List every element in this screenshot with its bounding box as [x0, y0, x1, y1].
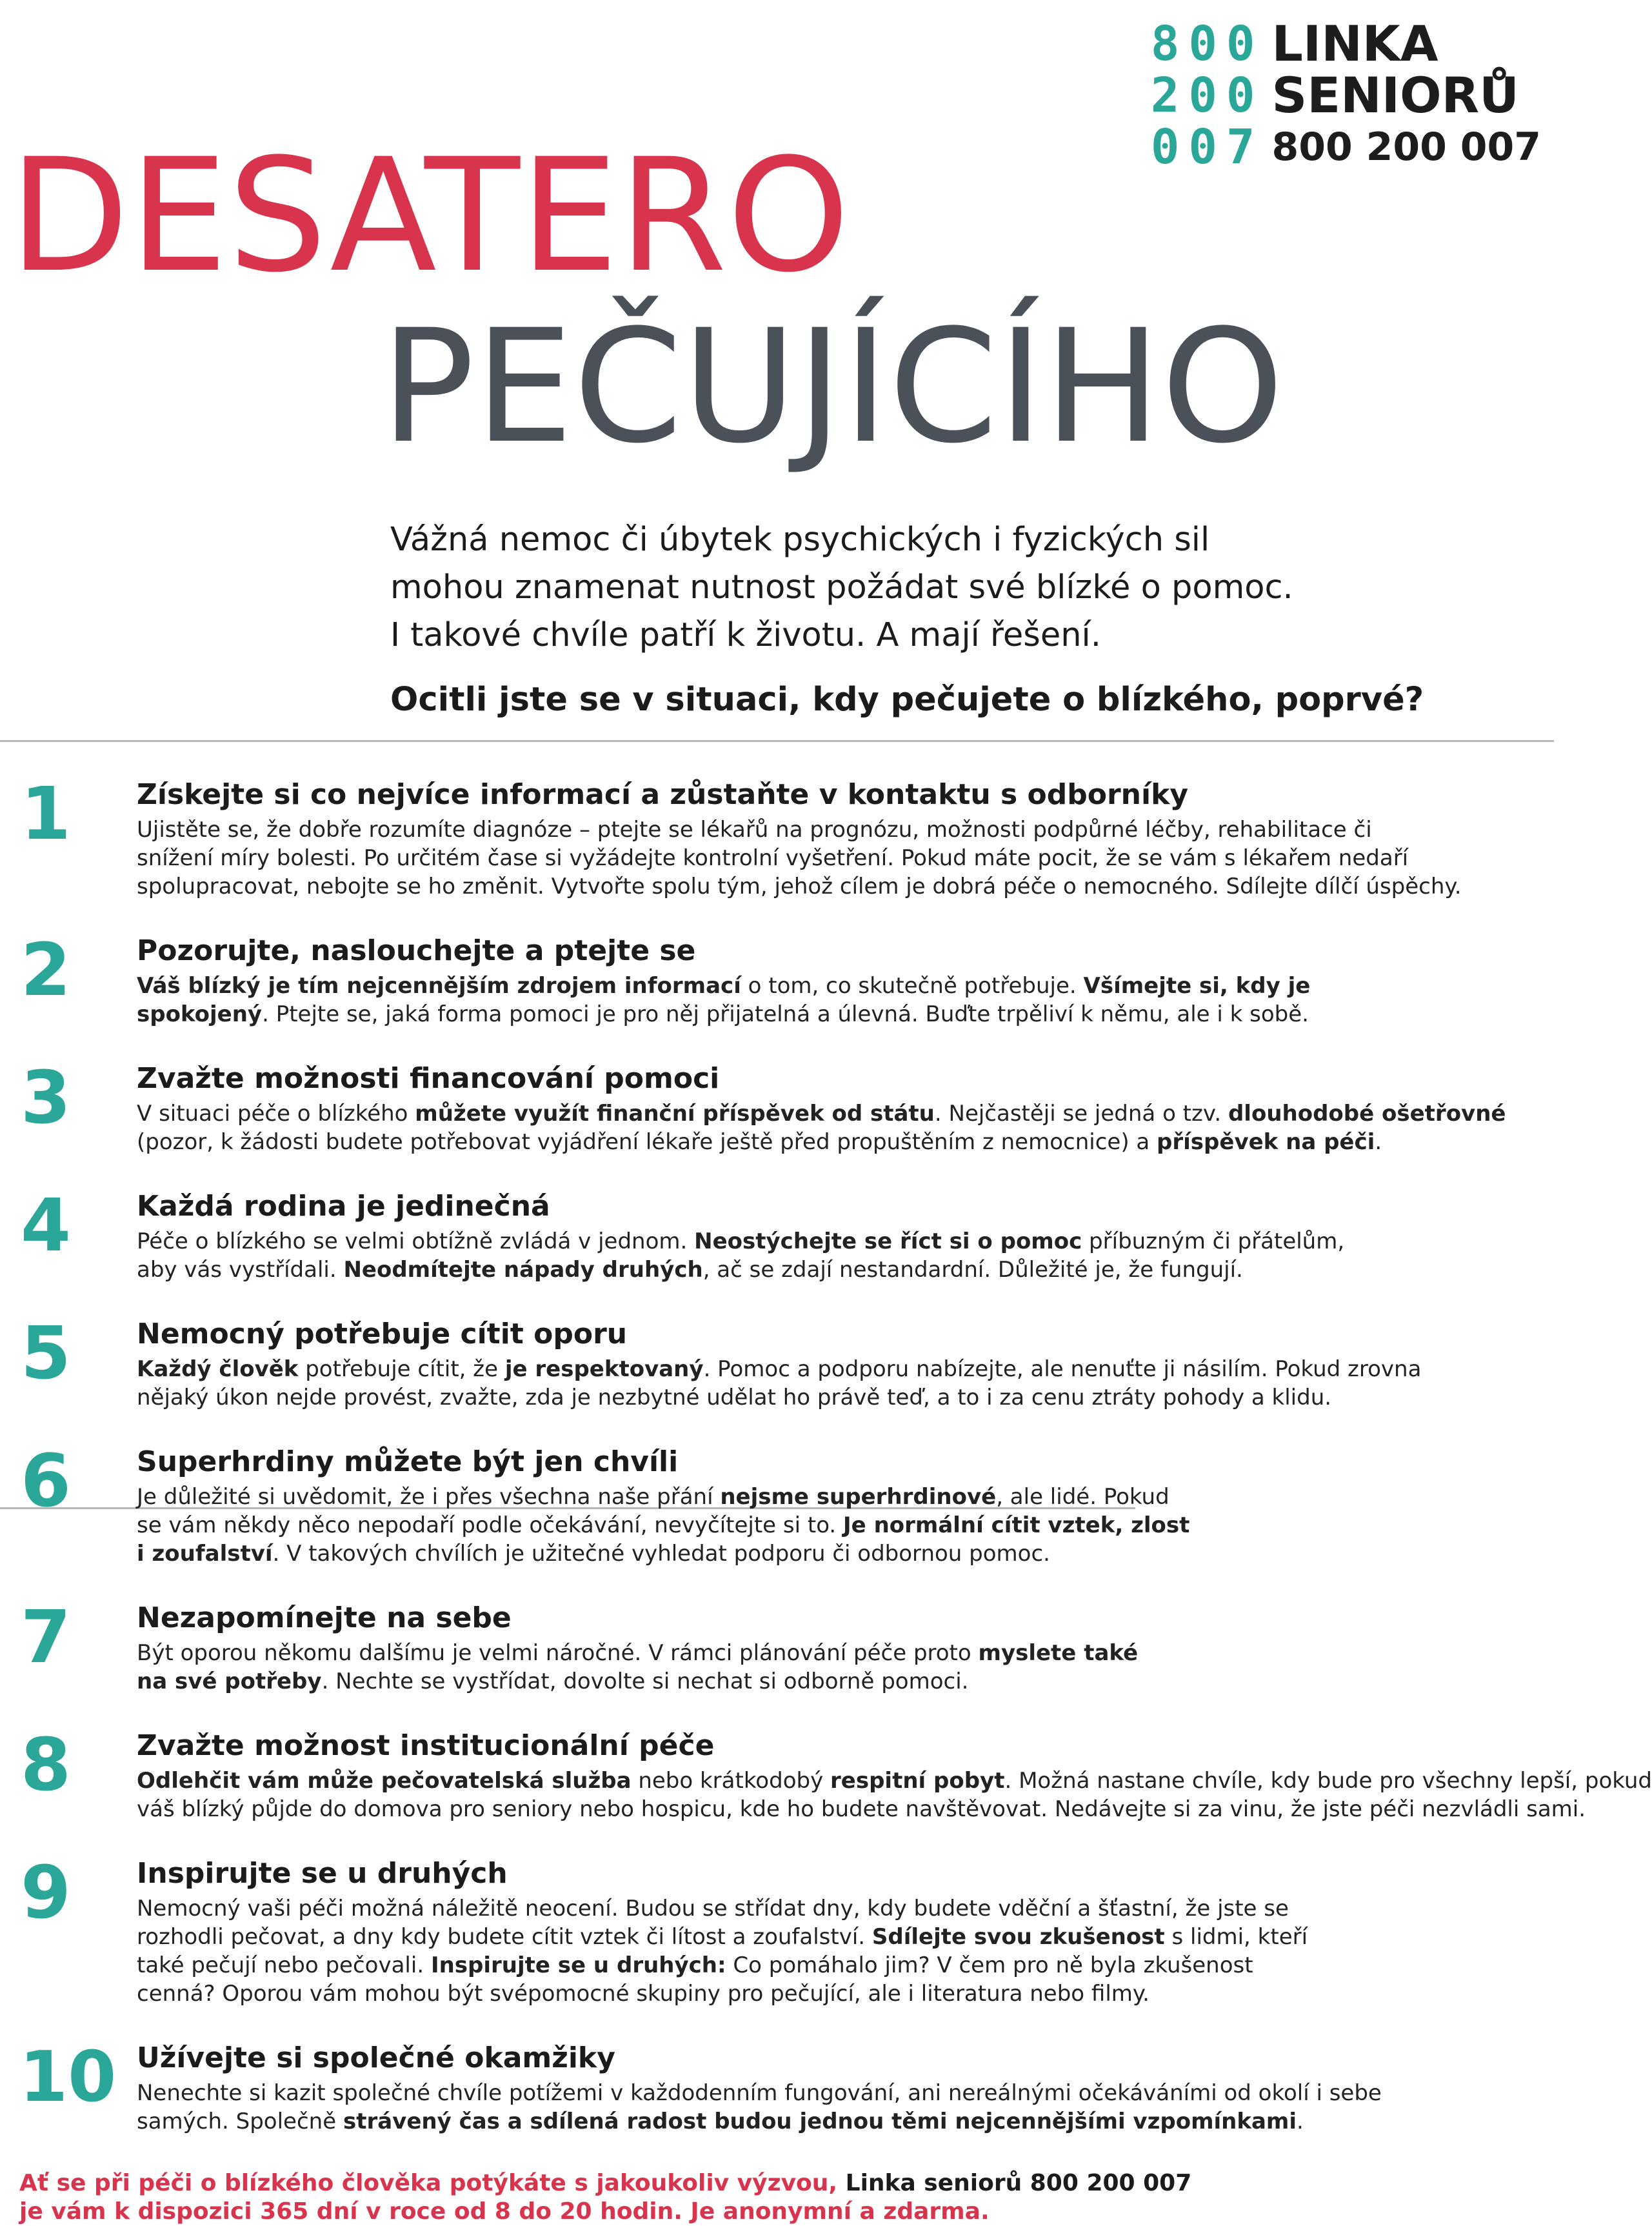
tip-text-bold: Sdílejte svou zkušenost [871, 1924, 1165, 1950]
tip-text-bold: nejsme superhrdinové [720, 1484, 997, 1510]
tip-heading: Každá rodina je jedinečná [137, 1190, 550, 1223]
tip-heading: Pozorujte, naslouchejte a ptejte se [137, 934, 696, 967]
tip-heading: Nezapomínejte na sebe [137, 1601, 512, 1634]
tip-text-bold: můžete využít finanční příspěvek od státu [415, 1101, 935, 1127]
intro-line: Vážná nemoc či úbytek psychických i fyzických sil [390, 521, 1210, 559]
tip-text-line [137, 1795, 1586, 1823]
tip-text-line [137, 1951, 1554, 1980]
tip-item [0, 1723, 1652, 1823]
tip-text-bold: i zoufalství [137, 1541, 273, 1567]
tip-heading: Zvažte možnost institucionální péče [137, 1729, 715, 1762]
tip-text-bold: strávený čas a sdílená radost budou jednou těmi nejcennějšími vzpomínkami [343, 2109, 1297, 2134]
tip-item [0, 1186, 1554, 1284]
tip-text: Ujistěte se, že dobře rozumíte diagnóze – ptejte se lékařů na prognózu, možnosti podpůrné léčby, rehabilitace či [137, 817, 1372, 843]
tip-number: 2 [21, 928, 71, 1012]
tip-text: nějaký úkon nejde provést, zvažte, zda je nezbytné udělat ho právě teď, a to i za cenu ztráty pohody a klidu. [137, 1385, 1332, 1410]
tip-text: . Nechte se vystřídat, dovolte si nechat si odborně pomoci. [321, 1669, 969, 1694]
tip-text-bold: Váš blízký je tím nejcennějším zdrojem informací [137, 973, 741, 999]
tip-item [0, 774, 1554, 901]
tip-heading: Nemocný potřebuje cítit oporu [137, 1318, 628, 1350]
tip-text-bold: Odlehčit vám může pečovatelská služba [137, 1768, 632, 1794]
tip-number: 6 [21, 1439, 71, 1523]
tip-text-line [137, 816, 1554, 844]
tip-text-bold: Neostýchejte se říct si o pomoc [694, 1228, 1082, 1254]
tip-text-line [137, 1128, 1554, 1156]
footer-highlight: Linka seniorů 800 200 007 [845, 2170, 1192, 2196]
tip-heading: Získejte si co nejvíce informací a zůstaňte v kontaktu s odborníky [137, 778, 1189, 811]
tip-text: potřebuje cítit, že [298, 1356, 505, 1382]
logo-phone: 800 200 007 [1271, 125, 1541, 170]
tip-number: 7 [21, 1596, 71, 1680]
tip-text: (pozor, k žádosti budete potřebovat vyjádření lékaře ještě před propuštěním z nemocnice) a [137, 1129, 1157, 1155]
tip-text: Co pomáhalo jim? V čem pro ně byla zkušenost [726, 1952, 1253, 1978]
tip-text: . Možná nastane chvíle, kdy bude pro všechny lepší, pokud [1004, 1768, 1652, 1794]
tip-text-bold: myslete také [978, 1640, 1139, 1666]
footer-line1 [19, 2169, 1191, 2198]
tip-text-bold: je respektovaný [504, 1356, 704, 1382]
tip-text: . V takových chvílích je užitečné vyhledat podporu či odbornou pomoc. [272, 1541, 1050, 1567]
tip-number: 3 [21, 1056, 71, 1140]
tip-text-line [137, 1639, 1554, 1667]
tip-text: . Nejčastěji se jedná o tzv. [934, 1101, 1228, 1127]
tip-text-bold: dlouhodobé ošetřovné [1228, 1101, 1506, 1127]
tip-number: 4 [21, 1184, 71, 1268]
tip-text-bold: respitní pobyt [830, 1768, 1005, 1794]
tips-list [0, 772, 1652, 2165]
tip-text: spolupracovat, nebojte se ho změnit. Vytvořte spolu tým, jehož cílem je dobrá péče o nemocného. Sdílejte dílčí úspěchy. [137, 874, 1462, 899]
intro-text [390, 516, 1487, 659]
tip-text-line [137, 2107, 1554, 2136]
tip-text-line [137, 1256, 1554, 1284]
tip-text-bold: příspěvek na péči [1157, 1129, 1375, 1155]
tip-text-line [137, 1383, 1554, 1412]
tip-text-bold: na své potřeby [137, 1669, 322, 1694]
tip-text-line [137, 1355, 1554, 1383]
tip-text-bold: Inspirujte se u druhých: [430, 1952, 726, 1978]
tip-text-line [137, 1539, 1554, 1568]
tip-item [0, 2038, 1554, 2136]
tip-text: nebo krátkodobý [631, 1768, 831, 1794]
logo-digits [1151, 18, 1264, 173]
title-line1: DESATERO [9, 125, 850, 307]
tip-text-line [137, 1980, 1554, 2008]
tip-text: , ač se zdají nestandardní. Důležité je, že fungují. [702, 1257, 1243, 1283]
tip-text-line [137, 1227, 1554, 1256]
tip-text: cenná? Oporou vám mohou být svépomocné skupiny pro pečující, ale i literatura nebo filmy. [137, 1981, 1149, 2007]
tip-text: samých. Společně [137, 2109, 343, 2134]
tip-text: se vám někdy něco nepodaří podle očekávání, nevyčítejte si to. [137, 1512, 844, 1538]
tip-text: Je důležité si uvědomit, že i přes všechna naše přání [137, 1484, 721, 1510]
tip-number: 10 [19, 2037, 117, 2118]
tip-text-bold: Neodmítejte nápady druhých [343, 1257, 703, 1283]
tip-text: Nenechte si kazit společné chvíle potížemi v každodenním fungování, ani nereálnými očekáváními od okolí i sebe [137, 2080, 1382, 2106]
tip-text-bold: Každý člověk [137, 1356, 299, 1382]
tip-text-line [137, 872, 1554, 901]
intro-line: mohou znamenat nutnost požádat své blízké o pomoc. [390, 568, 1293, 607]
tip-text: , ale lidé. Pokud [996, 1484, 1169, 1510]
footer-text: Ať se při péči o blízkého člověka potýkáte s jakoukoliv výzvou, [19, 2170, 838, 2196]
tip-item [0, 1598, 1554, 1696]
tip-heading: Užívejte si společné okamžiky [137, 2041, 615, 2074]
tip-text: Nemocný vaši péči možná náležitě neocení. Budou se střídat dny, kdy budete vděční a šťastní, že jste se [137, 1896, 1289, 1921]
tip-item [0, 1441, 1554, 1568]
tip-text: V situaci péče o blízkého [137, 1101, 415, 1127]
logo-digits-line: 200 [1150, 68, 1264, 123]
tip-text-line [137, 1923, 1554, 1951]
tip-text: aby vás vystřídali. [137, 1257, 344, 1283]
tip-text: . Ptejte se, jaká forma pomoci je pro něj přijatelná a úlevná. Buďte trpěliví k němu, ale i k sobě. [262, 1001, 1309, 1027]
tip-text: váš blízký půjde do domova pro seniory nebo hospicu, kde ho budete navštěvovat. Nedávejte si za vinu, že jste péči nezvládli sami. [137, 1796, 1586, 1822]
tip-text-line [137, 1767, 1652, 1795]
title-line2: PEČUJÍCÍHO [381, 296, 1284, 478]
tip-item [0, 930, 1554, 1028]
tip-text-line [137, 1894, 1554, 1923]
tip-text-line [137, 972, 1554, 1000]
tip-text: rozhodli pečovat, a dny kdy budete cítit vztek či lítost a zoufalství. [137, 1924, 872, 1950]
tip-text: . [1375, 1129, 1382, 1155]
tip-text-bold: spokojený [137, 1001, 263, 1027]
tip-text: snížení míry bolesti. Po určitém čase si vyžádejte kontrolní vyšetření. Pokud máte pocit, že se vám s lékařem nedaří [137, 845, 1409, 871]
tip-text: s lidmi, kteří [1164, 1924, 1308, 1950]
tip-text-line [137, 2079, 1554, 2107]
tip-number: 1 [21, 772, 71, 856]
tip-text: Péče o blízkého se velmi obtížně zvládá v jednom. [137, 1228, 695, 1254]
tip-number: 5 [21, 1312, 71, 1396]
tip-text-line [137, 1099, 1554, 1128]
tip-text-bold: Všímejte si, kdy je [1083, 973, 1311, 999]
tip-item [0, 1314, 1554, 1412]
tip-text-line [137, 844, 1554, 872]
logo-digits-line: 800 [1150, 16, 1264, 72]
tip-number: 9 [21, 1851, 71, 1935]
intro-line: I takové chvíle patří k životu. A mají řešení. [390, 616, 1101, 654]
logo-name-line2: SENIORŮ [1271, 66, 1519, 124]
logo-digits-line: 007 [1150, 119, 1264, 175]
logo-name-line1: LINKA [1271, 15, 1438, 72]
tip-heading: Zvažte možnosti financování pomoci [137, 1062, 720, 1095]
linka-senioru-logo [1150, 15, 1541, 175]
tip-text: Být oporou někomu dalšímu je velmi náročné. V rámci plánování péče proto [137, 1640, 979, 1666]
tip-text: . [1297, 2109, 1304, 2134]
footer-line2: je vám k dispozici 365 dní v roce od 8 do 20 hodin. Je anonymní a zdarma. [19, 2198, 990, 2225]
tip-number: 8 [21, 1723, 71, 1807]
tip-text-line [137, 1667, 1554, 1696]
tip-text: o tom, co skutečně potřebuje. [741, 973, 1084, 999]
tip-text: příbuzným či přátelům, [1082, 1228, 1345, 1254]
tip-text: . Pomoc a podporu nabízejte, ale nenuťte ji násilím. Pokud zrovna [703, 1356, 1422, 1382]
intro-question: Ocitli jste se v situaci, kdy pečujete o blízkého, poprvé? [390, 681, 1424, 719]
tip-item [0, 1058, 1554, 1156]
tip-text: také pečují nebo pečovali. [137, 1952, 431, 1978]
tip-item [0, 1853, 1554, 2008]
tip-text-line [137, 1483, 1554, 1511]
tip-heading: Superhrdiny můžete být jen chvíli [137, 1445, 679, 1478]
fold-line [0, 740, 1554, 742]
tip-text-line [137, 1000, 1554, 1028]
tip-text-bold: Je normální cítit vztek, zlost [843, 1512, 1190, 1538]
logo-text [1271, 15, 1541, 173]
tip-heading: Inspirujte se u druhých [137, 1857, 508, 1890]
tip-text-line [137, 1511, 1554, 1539]
